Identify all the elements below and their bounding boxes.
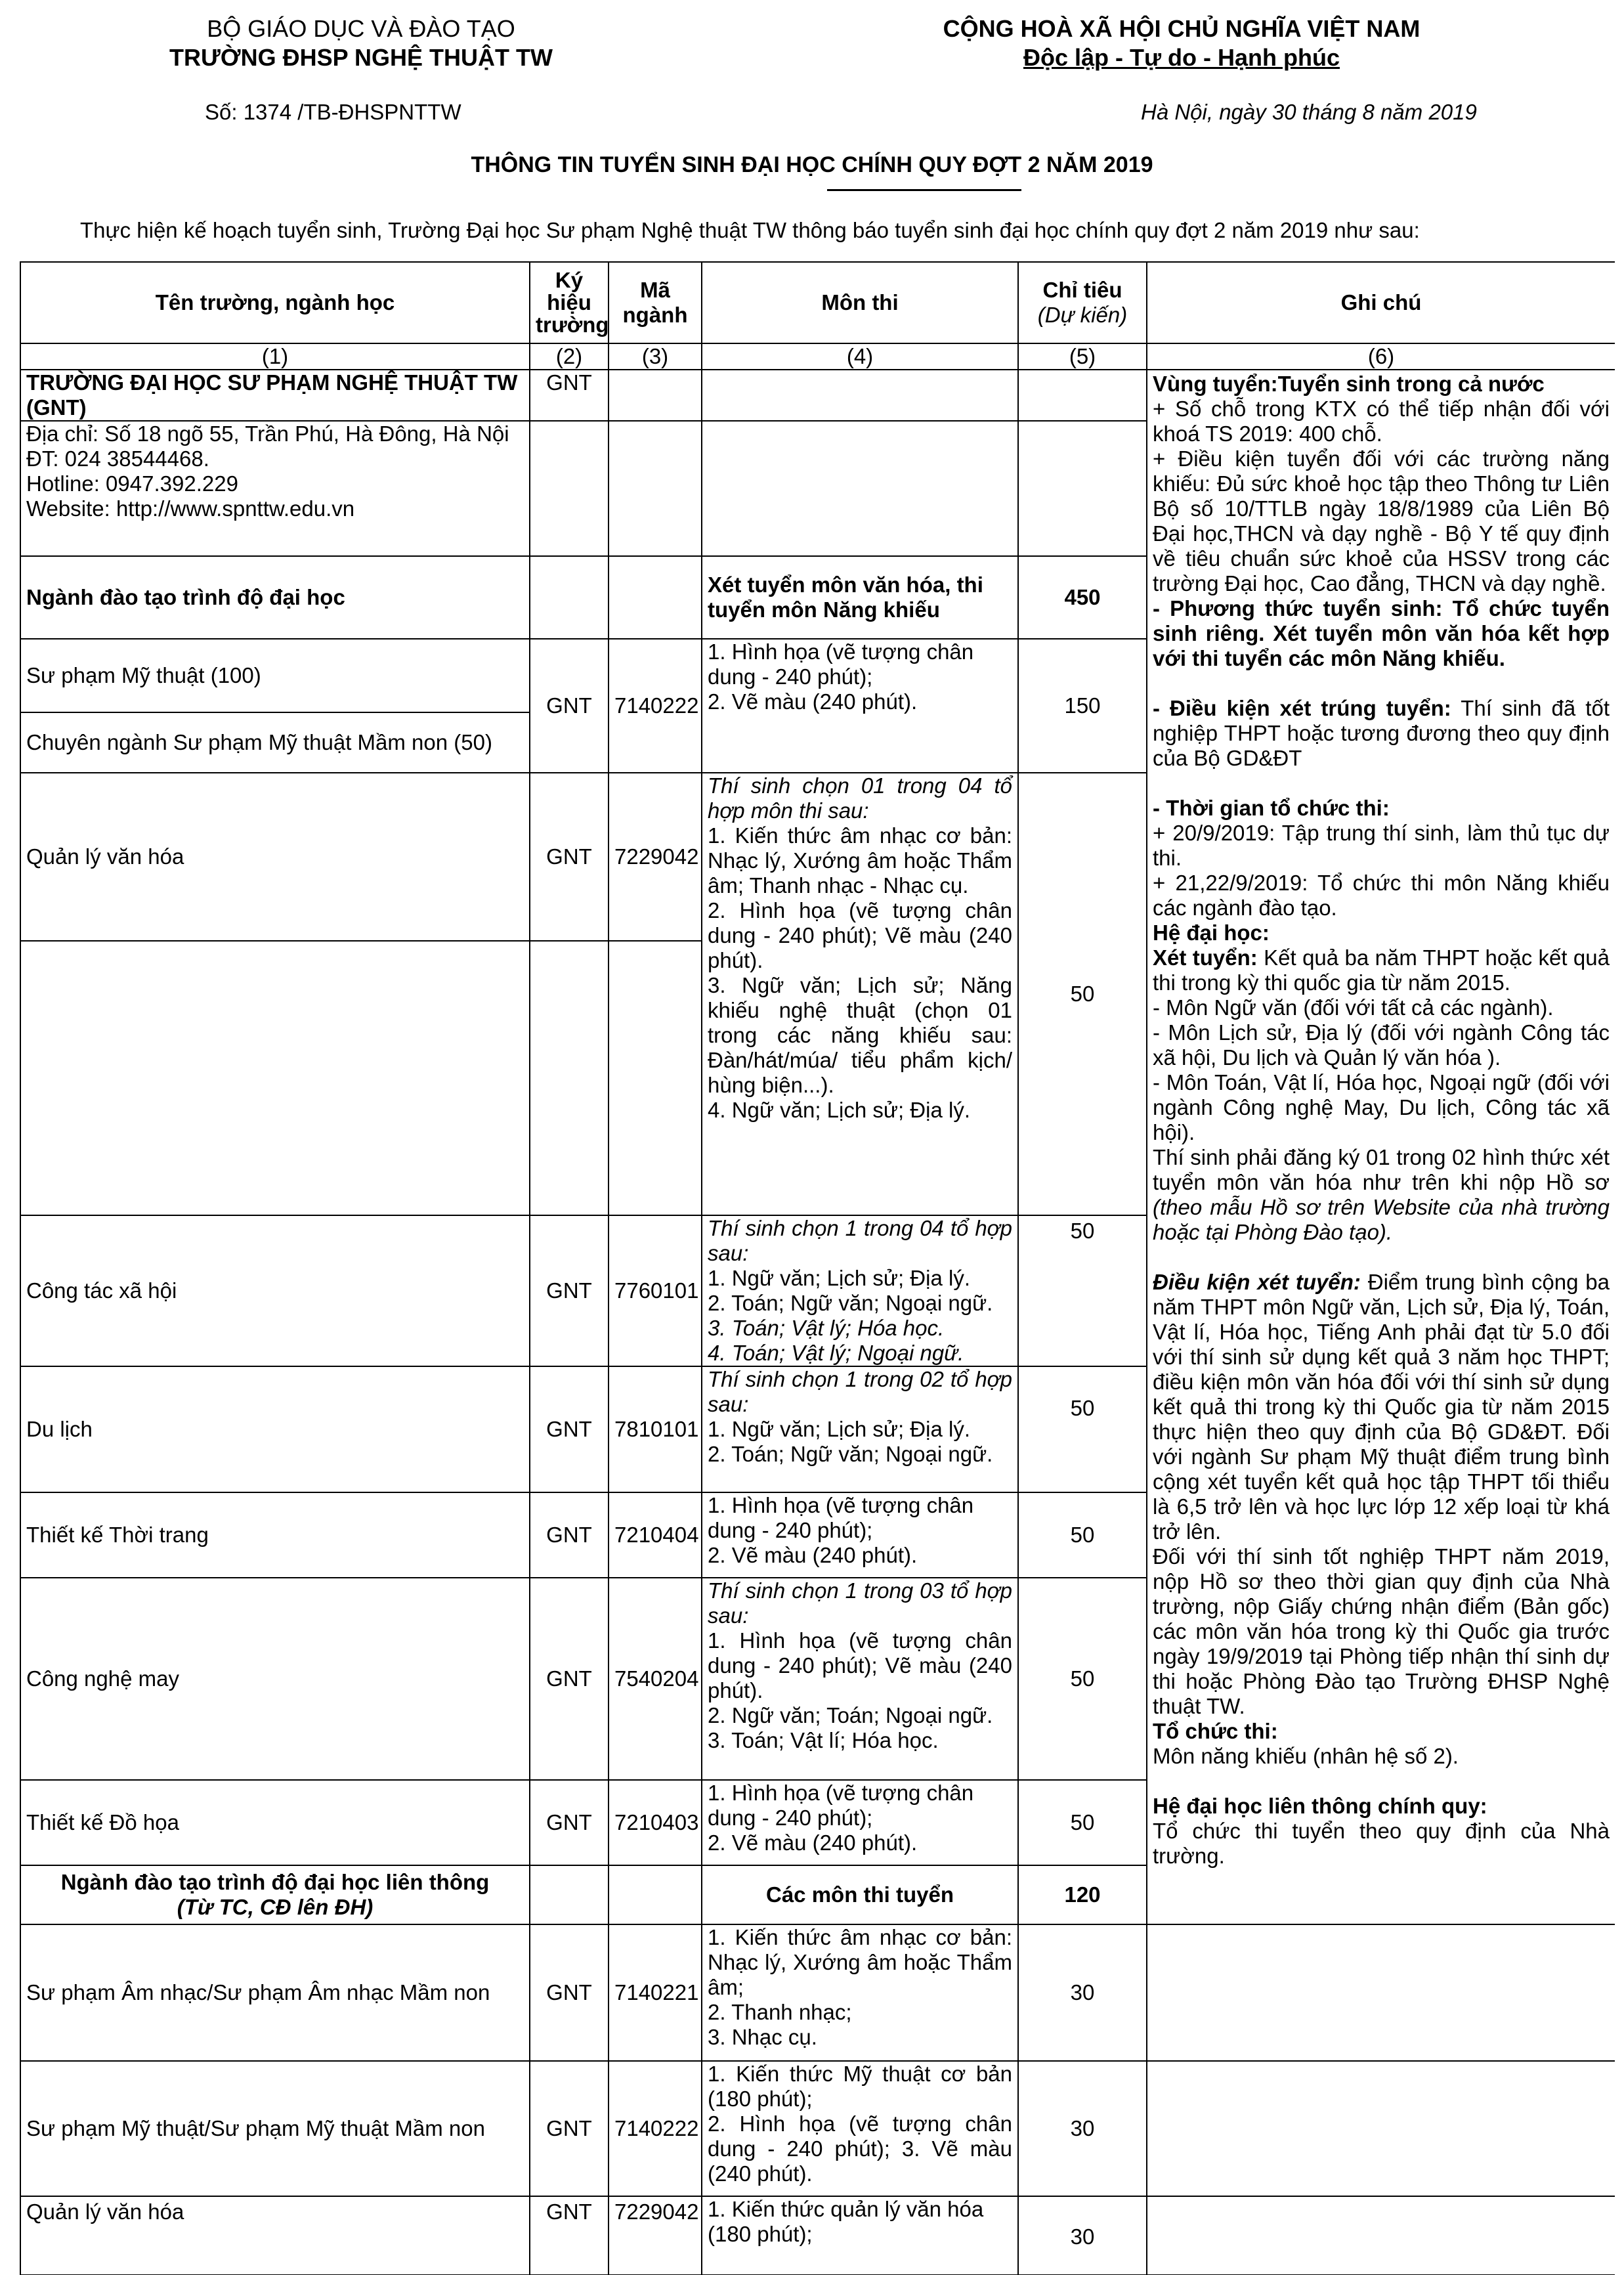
major-name: Công nghệ may xyxy=(20,1578,530,1780)
major-subjects xyxy=(702,1492,1018,1578)
header-quota-sub: (Dự kiến) xyxy=(1037,303,1128,327)
national-header xyxy=(775,14,1589,72)
notes-register: Thí sinh phải đăng ký 01 trong 02 hình thức xét tuyển môn văn hóa như trên khi nộp Hồ sơ (theo mẫu Hồ sơ trên Website của nhà trường hoặc tại Phòng Đào tạo). xyxy=(1153,1145,1610,1244)
section-subjects: Xét tuyển môn văn hóa, thi tuyển môn Năng khiếu xyxy=(702,556,1018,639)
major-subjects xyxy=(702,1924,1018,2061)
section-name: Ngành đào tạo trình độ đại học liên thông xyxy=(60,1870,490,1894)
header-subjects: Môn thi xyxy=(702,262,1018,343)
subject-line: 2. Thanh nhạc; xyxy=(708,2000,852,2024)
notes-cell xyxy=(1147,370,1615,1924)
notes-time-label: - Thời gian tổ chức thi: xyxy=(1153,796,1390,820)
notes-win: - Điều kiện xét trúng tuyển: Thí sinh đã tốt nghiệp THPT hoặc tương đương theo quy định của Bộ GD&ĐT xyxy=(1153,696,1610,770)
column-number: (2) xyxy=(530,343,609,370)
major-quota: 150 xyxy=(1018,639,1147,773)
empty-cell xyxy=(702,421,1018,556)
subject-line: 1. Kiến thức âm nhạc cơ bản: Nhạc lý, Xướng âm hoặc Thẩm âm; xyxy=(708,1925,1012,1999)
major-quota: 50 xyxy=(1018,1215,1147,1366)
table-row xyxy=(20,1924,1615,2061)
subject-line: 1. Hình họa (vẽ tượng chân dung - 240 phút); xyxy=(708,639,974,689)
major-name: Quản lý văn hóa xyxy=(20,773,530,941)
subject-line: 1. Ngữ văn; Lịch sử; Địa lý. xyxy=(708,1417,970,1441)
empty-cell xyxy=(609,1865,702,1924)
school-phone: ĐT: 024 38544468. xyxy=(26,446,209,471)
notes-xt3: - Môn Toán, Vật lí, Hóa học, Ngoại ngữ (đối với ngành Công nghệ May, Du lịch, Công tác xã hội). xyxy=(1153,1070,1610,1144)
title-divider xyxy=(827,189,1021,191)
subject-line: 2. Vẽ màu (240 phút). xyxy=(708,689,918,714)
notes-dk: Điều kiện xét tuyển: Điểm trung bình cộng ba năm THPT môn Ngữ văn, Lịch sử, Địa lý, Toán, Vật lí, Hóa học, Tiếng Anh phải đạt từ 5.0 đối với thí sinh sử dụng kết quả 3 năm học THPT; điều kiện môn văn hóa đối với thí sinh sử dụng kết quả thi trong kỳ thi Quốc gia từ năm 2015 thực hiện theo quy định của Bộ GD&ĐT. Đối với ngành Sư phạm Mỹ thuật điểm trung bình cộng xét tuyển kết quả học tập THPT tối thiểu là 6,5 trở lên và học lực lớp 12 xếp loại từ khá trở lên. xyxy=(1153,1270,1610,1544)
document-date: Hà Nội, ngày 30 tháng 8 năm 2019 xyxy=(1141,100,1477,124)
subject-line: 1. Hình họa (vẽ tượng chân dung - 240 phút); xyxy=(708,1493,974,1542)
school-code: GNT xyxy=(530,1492,609,1578)
school-code: GNT xyxy=(530,1924,609,2061)
notes-org-label: Tổ chức thi: xyxy=(1153,1719,1278,1743)
empty-cell xyxy=(1147,1924,1615,2061)
major-subjects xyxy=(702,639,1018,773)
major-quota: 50 xyxy=(1018,773,1147,1215)
school-code: GNT xyxy=(530,1578,609,1780)
notes-region: Vùng tuyển:Tuyển sinh trong cả nước xyxy=(1153,372,1545,396)
notes-lt-label: Hệ đại học liên thông chính quy: xyxy=(1153,1794,1487,1818)
empty-cell xyxy=(609,421,702,556)
subject-intro: Thí sinh chọn 1 trong 02 tổ hợp sau: xyxy=(708,1367,1012,1416)
header-notes: Ghi chú xyxy=(1147,262,1615,343)
header-school-code: Ký hiệu trường xyxy=(530,262,609,343)
subject-intro: Thí sinh chọn 01 trong 04 tổ hợp môn thi sau: xyxy=(708,773,1012,823)
school-code: GNT xyxy=(530,1780,609,1865)
header-quota xyxy=(1018,262,1147,343)
major-code: 7140222 xyxy=(609,639,702,773)
notes-grad: Đối với thí sinh tốt nghiệp THPT năm 2019, nộp Hồ sơ theo thời gian quy định của Nhà trường, nộp Giấy chứng nhận điểm (Bản gốc) các môn văn hóa trong kỳ thi Quốc gia trước ngày 19/9/2019 tại Phòng tiếp nhận thí sinh dự thi hoặc Phòng Đào tạo Trường ĐHSP Nghệ thuật TW. xyxy=(1153,1544,1610,1718)
subject-line: 1. Kiến thức quản lý văn hóa (180 phút); xyxy=(708,2197,984,2246)
section-subjects: Các môn thi tuyển xyxy=(702,1865,1018,1924)
empty-cell xyxy=(609,556,702,639)
document-title: THÔNG TIN TUYỂN SINH ĐẠI HỌC CHÍNH QUY ĐỢT 2 NĂM 2019 xyxy=(471,152,1153,177)
major-name: Sư phạm Mỹ thuật/Sư phạm Mỹ thuật Mầm non xyxy=(20,2061,530,2196)
school-hotline: Hotline: 0947.392.229 xyxy=(26,471,238,496)
school-name: TRƯỜNG ĐHSP NGHỆ THUẬT TW xyxy=(169,44,553,71)
empty-cell xyxy=(702,370,1018,421)
table-row xyxy=(20,370,1615,421)
major-quota: 30 xyxy=(1018,2196,1147,2275)
major-code: 7540204 xyxy=(609,1578,702,1780)
major-code: 7229042 xyxy=(609,773,702,941)
section-title xyxy=(20,1865,530,1924)
major-subjects xyxy=(702,2196,1018,2275)
major-name: Công tác xã hội xyxy=(20,1215,530,1366)
school-code: GNT xyxy=(530,1215,609,1366)
notes-condition: + Điều kiện tuyển đối với các trường năng khiếu: Đủ sức khoẻ học tập theo Thông tư Liên Bộ số 10/TTLB ngày 18/8/1989 của Liên Bộ Đại học,THCN và dạy nghề - Bộ Y tế quy định về tiêu chuẩn sức khoẻ của HSSV trong các trường Đại học, Cao đẳng, THCN và dạy nghề. xyxy=(1153,446,1610,596)
national-title: CỘNG HOÀ XÃ HỘI CHỦ NGHĨA VIỆT NAM xyxy=(943,15,1421,42)
empty-cell xyxy=(1018,370,1147,421)
school-code: GNT xyxy=(530,2196,609,2275)
notes-spacer xyxy=(1153,771,1610,796)
column-number: (4) xyxy=(702,343,1018,370)
major-quota: 50 xyxy=(1018,1780,1147,1865)
subject-line: 2. Hình họa (vẽ tượng chân dung - 240 phút); Vẽ màu (240 phút). xyxy=(708,898,1012,972)
subject-intro: Thí sinh chọn 1 trong 04 tổ hợp sau: xyxy=(708,1216,1012,1265)
section-quota: 450 xyxy=(1018,556,1147,639)
subject-line: 3. Ngữ văn; Lịch sử; Năng khiếu nghệ thuật (chọn 01 trong các năng khiếu sau: Đàn/hát/múa/ tiểu phẩm kịch/ hùng biện...). xyxy=(708,973,1012,1097)
empty-cell xyxy=(1147,2061,1615,2196)
empty-cell xyxy=(609,370,702,421)
major-quota: 50 xyxy=(1018,1366,1147,1492)
subject-line: 3. Toán; Vật lí; Hóa học. xyxy=(708,1728,939,1752)
header-name: Tên trường, ngành học xyxy=(20,262,530,343)
school-code: GNT xyxy=(530,1366,609,1492)
subject-line: 1. Hình họa (vẽ tượng chân dung - 240 phút); xyxy=(708,1781,974,1830)
section-sub: (Từ TC, CĐ lên ĐH) xyxy=(177,1895,374,1919)
major-quota: 30 xyxy=(1018,1924,1147,2061)
notes-org-text: Môn năng khiếu (nhân hệ số 2). xyxy=(1153,1744,1459,1768)
column-number: (6) xyxy=(1147,343,1615,370)
admission-table-container xyxy=(20,261,1615,2275)
major-name: Chuyên ngành Sư phạm Mỹ thuật Mầm non (50) xyxy=(20,712,530,773)
major-subjects xyxy=(702,1366,1018,1492)
major-name: Thiết kế Đồ họa xyxy=(20,1780,530,1865)
column-number-row xyxy=(20,343,1615,370)
major-name: Du lịch xyxy=(20,1366,530,1492)
subject-line: 2. Vẽ màu (240 phút). xyxy=(708,1831,918,1855)
major-code: 7140221 xyxy=(609,1924,702,2061)
empty-cell xyxy=(530,421,609,556)
subject-line: 1. Kiến thức Mỹ thuật cơ bản (180 phút); xyxy=(708,2062,1012,2111)
empty-cell xyxy=(1147,2196,1615,2275)
column-number: (3) xyxy=(609,343,702,370)
subject-line: 2. Toán; Ngữ văn; Ngoại ngữ. xyxy=(708,1291,993,1315)
header-major-code: Mã ngành xyxy=(609,262,702,343)
major-code: 7760101 xyxy=(609,1215,702,1366)
school-code: GNT xyxy=(530,773,609,941)
table-row xyxy=(20,2196,1615,2275)
school-full-name: TRƯỜNG ĐẠI HỌC SƯ PHẠM NGHỆ THUẬT TW (GNT) xyxy=(20,370,530,421)
empty-cell xyxy=(609,941,702,1215)
school-code: GNT xyxy=(530,2061,609,2196)
subject-line: 1. Ngữ văn; Lịch sử; Địa lý. xyxy=(708,1266,970,1290)
empty-cell xyxy=(530,1865,609,1924)
major-quota: 30 xyxy=(1018,2061,1147,2196)
column-number: (5) xyxy=(1018,343,1147,370)
empty-cell xyxy=(530,941,609,1215)
notes-dorm: + Số chỗ trong KTX có thể tiếp nhận đối với khoá TS 2019: 400 chỗ. xyxy=(1153,397,1610,446)
major-subjects xyxy=(702,1578,1018,1780)
major-subjects xyxy=(702,773,1018,1215)
major-code: 7210404 xyxy=(609,1492,702,1578)
national-motto: Độc lập - Tự do - Hạnh phúc xyxy=(1023,44,1340,71)
empty-cell xyxy=(20,941,530,1215)
notes-method: - Phương thức tuyển sinh: Tổ chức tuyển sinh riêng. Xét tuyển môn văn hóa kết hợp với thi tuyển các môn Năng khiếu. xyxy=(1153,596,1610,670)
major-code: 7140222 xyxy=(609,2061,702,2196)
school-address: Địa chỉ: Số 18 ngõ 55, Trần Phú, Hà Đông, Hà Nội xyxy=(26,422,509,446)
major-name: Thiết kế Thời trang xyxy=(20,1492,530,1578)
table-header-row xyxy=(20,262,1615,343)
ministry-header xyxy=(85,14,637,72)
major-name: Sư phạm Mỹ thuật (100) xyxy=(20,639,530,712)
section-title: Ngành đào tạo trình độ đại học xyxy=(20,556,530,639)
major-code: 7229042 xyxy=(609,2196,702,2275)
subject-line: 2. Ngữ văn; Toán; Ngoại ngữ. xyxy=(708,1703,993,1727)
empty-cell xyxy=(1018,421,1147,556)
subject-line: 4. Toán; Vật lý; Ngoại ngữ. xyxy=(708,1341,964,1365)
document-number: Số: 1374 /TB-ĐHSPNTTW xyxy=(205,100,461,124)
subject-line: 2. Hình họa (vẽ tượng chân dung - 240 phút); 3. Vẽ màu (240 phút). xyxy=(708,2112,1012,2186)
subject-line: 2. Toán; Ngữ văn; Ngoại ngữ. xyxy=(708,1442,993,1466)
school-code: GNT xyxy=(530,639,609,773)
subject-line: 3. Toán; Vật lý; Hóa học. xyxy=(708,1316,945,1340)
major-subjects xyxy=(702,1780,1018,1865)
notes-spacer xyxy=(1153,671,1610,696)
subject-intro: Thí sinh chọn 1 trong 03 tổ hợp sau: xyxy=(708,1578,1012,1628)
subject-line: 2. Vẽ màu (240 phút). xyxy=(708,1543,918,1567)
major-name: Sư phạm Âm nhạc/Sư phạm Âm nhạc Mầm non xyxy=(20,1924,530,2061)
school-code: GNT xyxy=(530,370,609,421)
major-subjects xyxy=(702,2061,1018,2196)
section-quota: 120 xyxy=(1018,1865,1147,1924)
major-code: 7810101 xyxy=(609,1366,702,1492)
major-name: Quản lý văn hóa xyxy=(20,2196,530,2275)
intro-paragraph: Thực hiện kế hoạch tuyển sinh, Trường Đại học Sư phạm Nghệ thuật TW thông báo tuyển sinh đại học chính quy đợt 2 năm 2019 như sau: xyxy=(80,218,1420,242)
subject-line: 1. Kiến thức âm nhạc cơ bản: Nhạc lý, Xướng âm hoặc Thẩm âm; Thanh nhạc - Nhạc cụ. xyxy=(708,823,1012,898)
column-number: (1) xyxy=(20,343,530,370)
header-quota-label: Chỉ tiêu xyxy=(1042,278,1122,302)
notes-xt1: - Môn Ngữ văn (đối với tất cả các ngành). xyxy=(1153,995,1554,1020)
notes-spacer xyxy=(1153,1245,1610,1270)
subject-line: 4. Ngữ văn; Lịch sử; Địa lý. xyxy=(708,1098,970,1122)
notes-spacer xyxy=(1153,1769,1610,1794)
major-quota: 50 xyxy=(1018,1492,1147,1578)
notes-time1: + 20/9/2019: Tập trung thí sinh, làm thủ tục dự thi. xyxy=(1153,821,1610,870)
notes-xt2: - Môn Lịch sử, Địa lý (đối với ngành Công tác xã hội, Du lịch và Quản lý văn hóa ). xyxy=(1153,1020,1610,1070)
notes-he-label: Hệ đại học: xyxy=(1153,921,1270,945)
major-subjects xyxy=(702,1215,1018,1366)
empty-cell xyxy=(530,556,609,639)
ministry-name: BỘ GIÁO DỤC VÀ ĐÀO TẠO xyxy=(207,15,515,42)
subject-line: 1. Hình họa (vẽ tượng chân dung - 240 phút); Vẽ màu (240 phút). xyxy=(708,1628,1012,1702)
notes-time2: + 21,22/9/2019: Tổ chức thi môn Năng khiếu các ngành đào tạo. xyxy=(1153,871,1610,920)
notes-lt-text: Tổ chức thi tuyển theo quy định của Nhà trường. xyxy=(1153,1819,1610,1868)
table-row xyxy=(20,2061,1615,2196)
school-contact xyxy=(20,421,530,556)
major-quota: 50 xyxy=(1018,1578,1147,1780)
subject-line: 3. Nhạc cụ. xyxy=(708,2025,817,2049)
school-website: Website: http://www.spnttw.edu.vn xyxy=(26,496,355,521)
admission-table xyxy=(20,261,1615,2275)
notes-xt: Xét tuyển: Kết quả ba năm THPT hoặc kết quả thi trong kỳ thi quốc gia từ năm 2015. xyxy=(1153,945,1610,995)
major-code: 7210403 xyxy=(609,1780,702,1865)
